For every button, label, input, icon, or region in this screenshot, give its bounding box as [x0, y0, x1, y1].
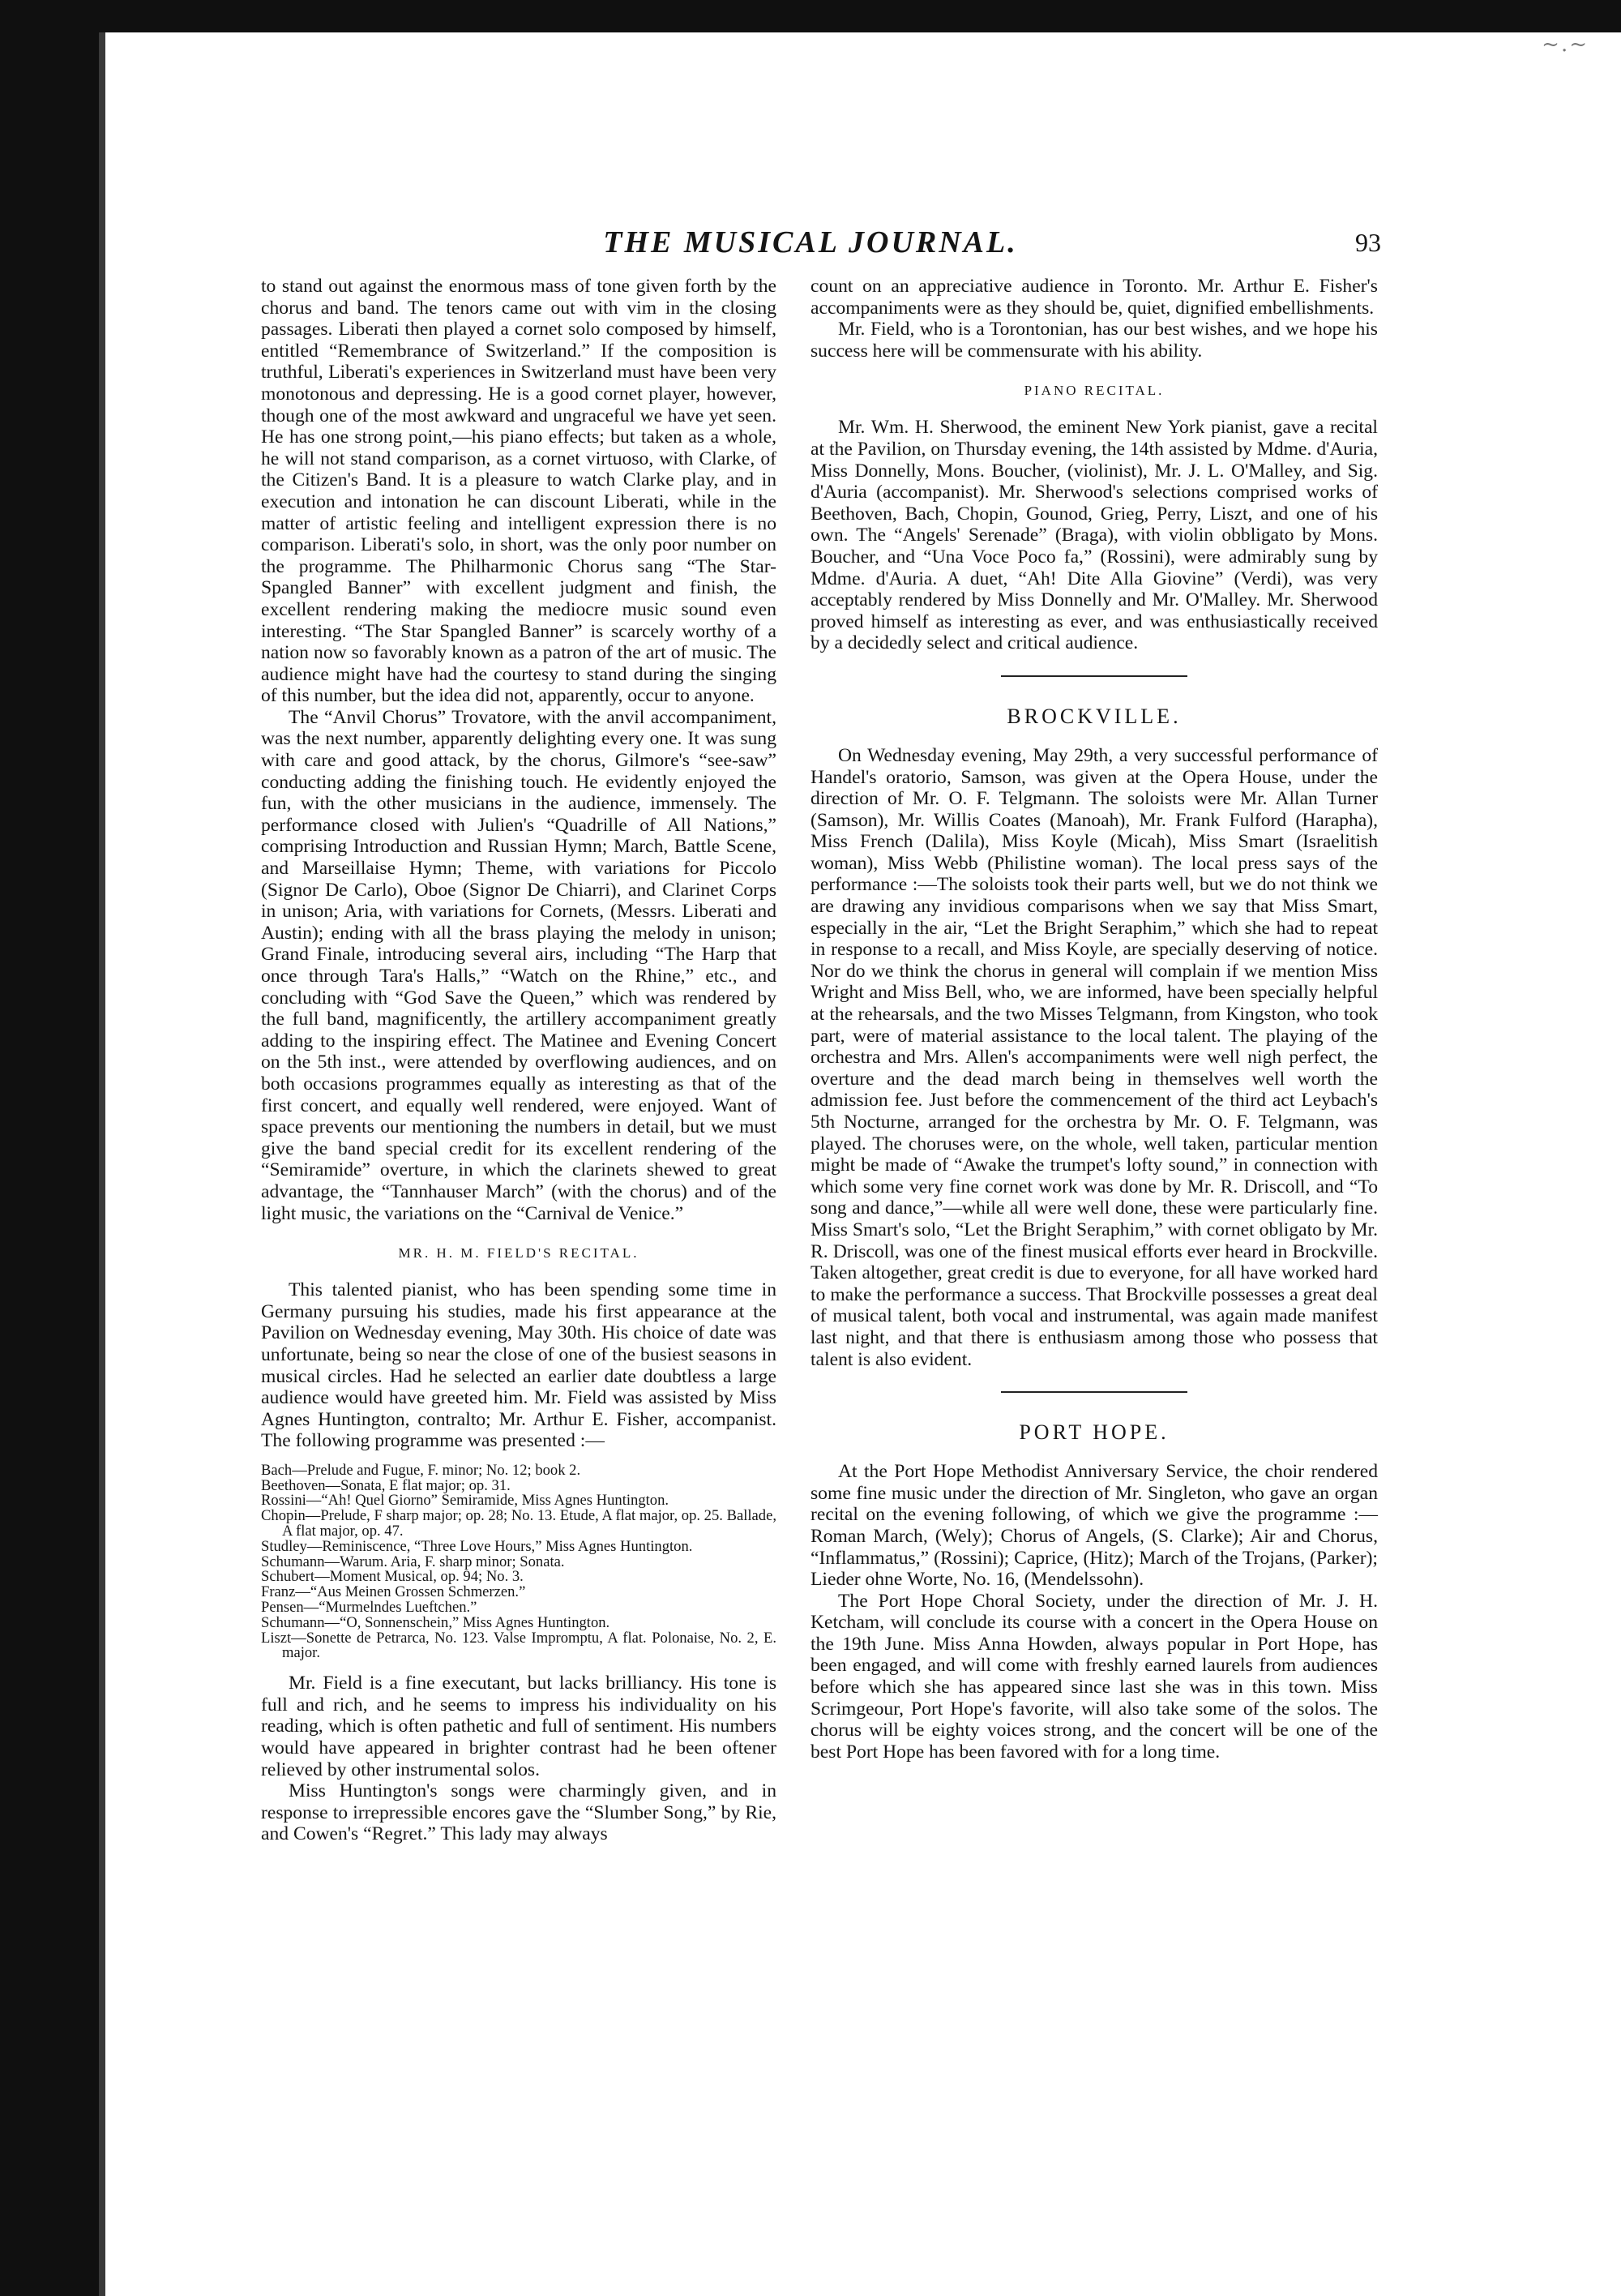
article-paragraph: Mr. Wm. H. Sherwood, the eminent New York pianist, gave a recital at the Pavilion, on Thursday evening, the 14th assisted by Mdme. d'Auria, Miss Donnelly, Mons. Boucher, (violinist), Mr. J. L. O'Malley, and Sig. d'Auria (accompanist). Mr. Sherwood's selections comprised works of Beethoven, Bach, Chopin, Gounod, Grieg, Perry, Liszt, and one of his own. The “Angels' Serenade” (Braga), with violin obbligato by Mons. Boucher, and “Una Voce Poco fa,” (Rossini), were admirably sung by Mdme. d'Auria. A duet, “Ah! Dite Alla Giovine” (Verdi), was very acceptably rendered by Miss Donnelly and Mr. O'Malley. Mr. Sherwood proved himself as interesting as ever, and was enthusiastically received by a decidedly select and critical audience. [810, 417, 1378, 654]
programme-item: Schumann—“O, Sonnenschein,” Miss Agnes Huntington. [261, 1613, 610, 1631]
article-paragraph: to stand out against the enormous mass of tone given forth by the chorus and band. The tenors came out with vim in the closing passages. Liberati then played a cornet solo composed by himself, entitled “Remembrance of Switzerland.” If the composition is truthful, Liberati's experiences in Switzerland must have been very monotonous and depressing. He is a good cornet player, however, though one of the most awkward and ungraceful we have yet seen. He has one strong point,—his piano effects; but taken as a whole, he will not stand comparison, as a cornet virtuoso, with Clarke, of the Citizen's Band. It is a pleasure to watch Clarke play, and in execution and intonation he can discount Liberati, while in the matter of artistic feeling and intelligent expression there is no comparison. Liberati's solo, in short, was the only poor number on the programme. The Philharmonic Chorus sang “The Star-Spangled Banner” with excellent judgment and finish, the excellent rendering making the mediocre music sound even interesting. “The Star Spangled Banner” is scarcely worthy of a nation now so favorably known as a patron of the art of music. The audience might have had the courtesy to stand during the singing of this number, but the idea did not, apparently, occur to anyone. [261, 276, 776, 707]
article-paragraph: At the Port Hope Methodist Anniversary Service, the choir rendered some fine music under the direction of Mr. Singleton, who gave an organ recital on the evening following, of which we give the programme :—Roman March, (Wely); Chorus of Angels, (S. Clarke); Air and Chorus, “Inflammatus,” (Rossini); Caprice, (Hitz); March of the Trojans, (Parker); Lieder ohne Worte, No. 16, (Mendelssohn). [810, 1461, 1378, 1591]
scan-border-top [0, 0, 1621, 32]
programme-item: Liszt—Sonette de Petrarca, No. 123. Valse Impromptu, A flat. Polonaise, No. 2, E. major. [261, 1629, 776, 1662]
programme-item: Beethoven—Sonata, E flat major; op. 31. [261, 1476, 511, 1494]
scan-border-edge [99, 32, 105, 2296]
programme-item: Pensen—“Murmelndes Lueftchen.” [261, 1599, 477, 1617]
right-column [810, 276, 1378, 1763]
article-paragraph: count on an appreciative audience in Toronto. Mr. Arthur E. Fisher's accompaniments were as they should be, quiet, dignified embellishments. [810, 276, 1378, 319]
article-paragraph: On Wednesday evening, May 29th, a very successful performance of Handel's oratorio, Samson, was given at the Opera House, under the direction of Mr. O. F. Telgmann. The soloists were Mr. Allan Turner (Samson), Mr. Willis Coates (Manoah), Mr. Frank Fulford (Harapha), Miss French (Dalila), Miss Koyle (Micah), Miss Smart (Israelitish woman), Miss Webb (Philistine woman). The local press says of the performance :—The soloists took their parts well, but we do not think we are drawing any invidious comparisons when we say that Miss Smart, especially in the air, “Let the Bright Seraphim,” which she had to repeat in response to a recall, and Miss Koyle, are specially deserving of notice. Nor do we think the chorus in general will complain if we mention Miss Wright and Miss Bell, who, we are informed, have been specially helpful at the rehearsals, and the two Misses Telgmann, from Kingston, who took part, were of material assistance to the local talent. The playing of the orchestra and Mrs. Allen's accompaniments were well nigh perfect, the overture and the dead march being in themselves well worth the admission fee. Just before the commencement of the third act Leybach's 5th Nocturne, arranged for the orchestra by Mr. O. F. Telgmann, was played. The choruses were, on the whole, well taken, particular mention might be made of “Awake the trumpet's lofty sound,” in connection with which some very fine cornet work was done by Mr. R. Driscoll, and “To song and dance,”—while all were well done, these were particularly fine. Miss Smart's solo, “Let the Bright Seraphim,” with cornet obligato by Mr. R. Driscoll, was one of the finest musical efforts ever heard in Brockville. Taken altogether, great credit is due to everyone, for all have worked hard to make the performance a success. That Brockville possesses a great deal of musical talent, both vocal and instrumental, was again made manifest last night, and that there is enthusiasm among those who possess that talent is also evident. [810, 744, 1378, 1370]
article-paragraph: The “Anvil Chorus” Trovatore, with the anvil accompaniment, was the next number, apparently delighting every one. It was sung with care and good attack, by the chorus, Gilmore's “see-saw” conducting adding the finishing touch. He evidently enjoyed the fun, with the other musicians in the audience, immensely. The performance closed with Julien's “Quadrille of All Nations,” comprising Introduction and Russian Hymn; March, Battle Scene, and Marseillaise Hymn; Theme, with variations for Piccolo (Signor De Carlo), Oboe (Signor De Chiarri), and Clarinet Corps in unison; Aria, with variations for Cornets, (Messrs. Liberati and Austin); ending with all the brass playing the melody in unison; Grand Finale, introducing several airs, including “The Harp that once through Tara's Halls,” “Watch on the Rhine,” etc., and concluding with “God Save the Queen,” which was rendered by the full band, magnificently, the artillery accompaniment greatly adding to the inspiring effect. The Matinee and Evening Concert on the 5th inst., were attended by overflowing audiences, and on both occasions programmes equally as interesting as that of the first concert, and equally well rendered, were enjoyed. Want of space prevents our mentioning the numbers in detail, but we must give the band special credit for its excellent rendering of the “Semiramide” overture, in which the clarinets shewed to great advantage, the “Tannhauser March” (with the chorus) and of the light music, the variations on the “Carnival de Venice.” [261, 706, 776, 1224]
corner-mark: ~.~ [1542, 32, 1589, 57]
article-paragraph: Mr. Field, who is a Torontonian, has our best wishes, and we hope his success here will be commensurate with his ability. [810, 319, 1378, 362]
programme-item: Studley—Reminiscence, “Three Love Hours,” Miss Agnes Huntington. [261, 1537, 693, 1555]
programme-item: Franz—“Aus Meinen Grossen Schmerzen.” [261, 1583, 526, 1601]
article-paragraph: The Port Hope Choral Society, under the direction of Mr. J. H. Ketcham, will conclude its course with a concert in the Opera House on the 19th June. Miss Anna Howden, always popular in Port Hope, has been engaged, and will come with freshly earned laurels from audiences before which she has appeared since last she was in this town. Miss Scrimgeour, Port Hope's favorite, will also take some of the solos. The chorus will be eighty voices strong, and the concert will be one of the best Port Hope has been favored with for a long time. [810, 1590, 1378, 1763]
programme-item: Rossini—“Ah! Quel Giorno” Semiramide, Miss Agnes Huntington. [261, 1492, 669, 1510]
scan-border-left [0, 0, 99, 2296]
page-number: 93 [1355, 228, 1381, 257]
article-paragraph: This talented pianist, who has been spending some time in Germany pursuing his studies, made his first appearance at the Pavilion on Wednesday evening, May 30th. His choice of date was unfortunate, being so near the close of one of the busiest seasons in musical circles. Had he selected an earlier date doubtless a large audience would have greeted him. Mr. Field was assisted by Miss Agnes Huntington, contralto; Mr. Arthur E. Fisher, accompanist. The following programme was presented :— [261, 1279, 776, 1452]
recital-programme-list [261, 1463, 776, 1661]
article-paragraph: Mr. Field is a fine executant, but lacks brilliancy. His tone is full and rich, and he seems to impress his individuality on his reading, which is often pathetic and full of sentiment. His numbers would have appeared in brighter contrast had he been oftener relieved by other instrumental solos. [261, 1673, 776, 1780]
section-heading-port-hope: PORT HOPE. [1019, 1420, 1170, 1445]
section-heading-brockville: BROCKVILLE. [1007, 704, 1182, 728]
section-heading-piano-recital: PIANO RECITAL. [1024, 383, 1165, 399]
programme-item: Schumann—Warum. Aria, F. sharp minor; Sonata. [261, 1553, 565, 1570]
journal-title: THE MUSICAL JOURNAL. [603, 225, 1018, 259]
programme-item: Bach—Prelude and Fugue, F. minor; No. 12; book 2. [261, 1461, 581, 1479]
programme-item: Schubert—Moment Musical, op. 94; No. 3. [261, 1568, 524, 1586]
section-divider [1001, 1391, 1187, 1393]
section-divider [1001, 675, 1187, 677]
section-heading-field-recital: MR. H. M. FIELD'S RECITAL. [398, 1245, 639, 1262]
programme-item: Chopin—Prelude, F sharp major; op. 28; No. 13. Etude, A flat major, op. 25. Ballade, A flat major, op. 47. [261, 1507, 777, 1540]
left-column [261, 276, 776, 1845]
article-paragraph: Miss Huntington's songs were charmingly given, and in response to irrepressible encores gave the “Slumber Song,” by Rie, and Cowen's “Regret.” This lady may always [261, 1780, 776, 1845]
